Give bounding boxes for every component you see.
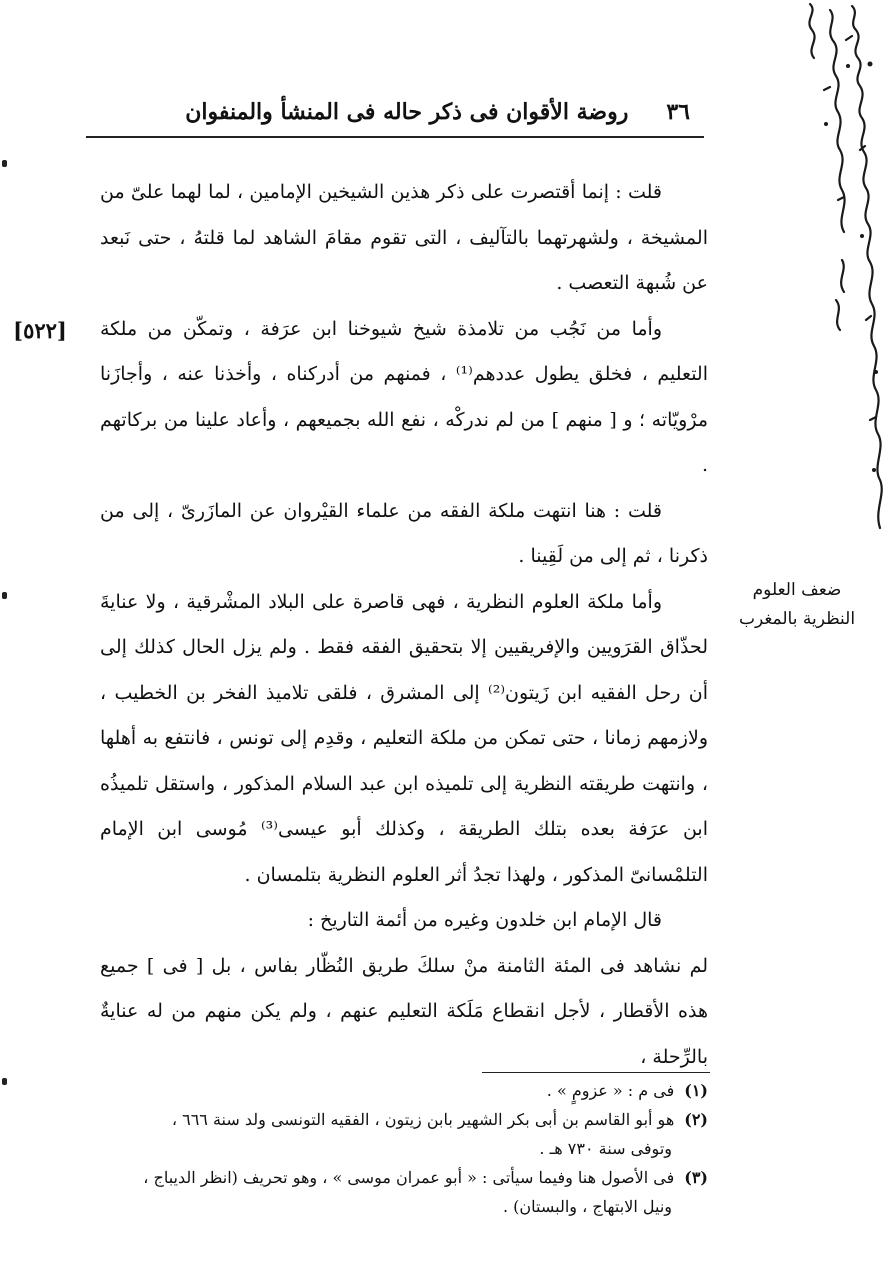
scan-edge-mark — [2, 1078, 7, 1085]
footnote-rule — [482, 1072, 710, 1073]
marginal-number: [٥٢٢] — [13, 318, 67, 343]
paragraph: لم نشاهد فى المئة الثامنة منْ سلكَ طريق النُظّار بفاس ، بل [ فى ] جميع هذه الأقطار ، لأجل انقطاع مَلَكة التعليم عنهم ، ولم يكن منهم من له عنايةٌ بالرِّحلة ، — [100, 954, 708, 1068]
paragraph: قلت : هنا انتهت ملكة الفقه من علماء القيْروان عن المازَرىّ ، إلى من ذكرنا ، ثم إلى من لَقِينا . — [100, 499, 708, 567]
paragraph: قلت : إنما أقتصرت على ذكر هذين الشيخين الإمامين ، لما لهما علىّ من المشيخة ، ولشهرتهما بالتآليف ، التى تقوم مقامَ الشاهد لما قلتهُ ، حتى نَبعد عن شُبهة التعصب . — [100, 181, 708, 294]
footnote-text: فى م : « عزومٍ » . — [546, 1081, 675, 1100]
footnote-1 — [96, 1076, 708, 1105]
footnote-text: فى الأصول هنا وفيما سيأتى : « أبو عمران موسى » ، وهو تحريف (انظر الديباج ، — [143, 1168, 675, 1187]
footnote-3 — [96, 1163, 708, 1192]
paragraph: وأما من نَجُب من تلامذة شيخ شيوخنا ابن عرَفة ، وتمكّن من ملكة التعليم ، فخلق يطول عددهم⁽¹⁾ ، فمنهم من أدركناه ، وأخذنا عنه ، وأجازَنا مرْويّاته ؛ و [ منهم ] من لم ندركْه ، نفع الله بجميعهم ، وأعاد علينا من بركاتهم . — [100, 317, 708, 476]
footnote-2 — [96, 1105, 708, 1134]
footnotes — [96, 1076, 708, 1221]
footnote-text: هو أبو القاسم بن أبى بكر الشهير بابن زيتون ، الفقيه التونسى ولد سنة ٦٦٦ ، — [171, 1110, 675, 1129]
scan-edge-mark — [2, 160, 7, 167]
paragraph: قال الإمام ابن خلدون وغيره من أئمة التاريخ : — [307, 909, 662, 931]
header-rule — [86, 136, 704, 138]
footnote-2-continued: وتوفى سنة ٧٣٠ هـ . — [539, 1139, 672, 1158]
footnote-number: (٢) — [684, 1110, 708, 1129]
marginal-note: ضعف العلوم النظرية بالمغرب — [738, 580, 856, 629]
scan-edge-mark — [2, 592, 7, 599]
handwritten-annotation — [790, 0, 890, 560]
page-header — [110, 92, 710, 132]
footnote-number: (٣) — [684, 1168, 708, 1187]
paragraph: وأما ملكة العلوم النظرية ، فهى قاصرة على البلاد المشْرقية ، ولا عنايةَ لحذّاق القرَويين والإفريقيين إلا بتحقيق الفقه فقط . ولم يزل الحال كذلك إلى أن رحل الفقيه ابن زَيتون⁽²⁾ إلى المشرق ، فلقى تلاميذ الفخر بن الخطيب ، ولازمهم زمانا ، حتى تمكن من ملكة التعليم ، وقدِم إلى تونس ، فانتفع به أهلها ، وانتهت طريقته النظرية إلى تلميذه ابن عبد السلام المذكور ، واستقل تلميذُه ابن عرَفة بعده بتلك الطريقة ، وكذلك أبو عيسى⁽³⁾ مُوسى ابن الإمام التلمْسانىّ المذكور ، ولهذا تجدُ أثر العلوم النظرية بتلمسان . — [100, 590, 708, 886]
main-text — [100, 170, 708, 1080]
footnote-3-continued: ونيل الابتهاج ، والبستان) . — [503, 1197, 672, 1216]
page-number: ٣٦ — [666, 99, 690, 125]
footnote-number: (١) — [684, 1081, 708, 1100]
running-title: روضة الأقوان فى ذكر حاله فى المنشأ والمنفوان — [185, 99, 629, 125]
